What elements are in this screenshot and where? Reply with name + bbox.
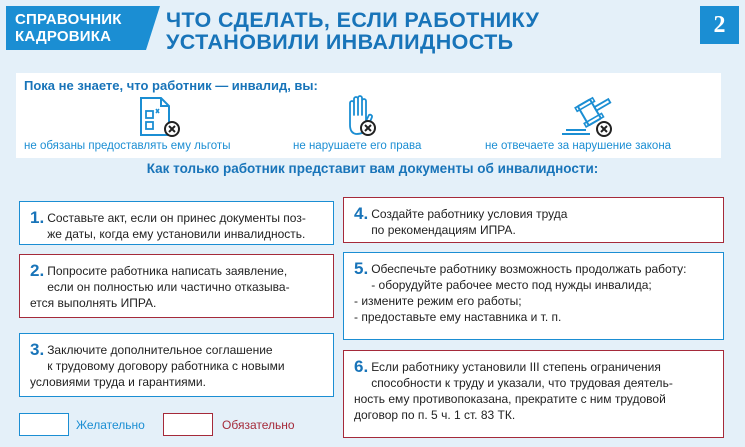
step-number: 4. (354, 204, 369, 223)
gavel-cross-icon (560, 96, 616, 140)
step-text: Создайте работнику условия труда по рекомендациям ИПРА. (371, 207, 568, 237)
legend-mandatory-swatch (163, 413, 213, 436)
document-cross-icon (137, 95, 183, 141)
badge-line-1: СПРАВОЧНИК (15, 11, 122, 28)
step-3 (19, 333, 334, 397)
step-text: Если работнику установили III степень ограничения способности к труду и указали, что трудовая деятель- ность ему противопоказана, прекратите с ним трудовой договор по п. 5 ч. 1 ст. 83 ТК. (354, 360, 673, 422)
step-text: Попросите работника написать заявление, если он полностью или частично отказыва- ется выполнять ИПРА. (30, 264, 290, 310)
badge-notch (146, 6, 160, 50)
step-number: 5. (354, 259, 369, 278)
section-subheading: Как только работник представит вам документы об инвалидности: (146, 161, 599, 176)
rubric-badge (6, 6, 146, 50)
info-item-benefits: не обязаны предоставлять ему льготы (24, 140, 231, 152)
step-text: Составьте акт, если он принес документы поз- же даты, когда ему установили инвалидность. (47, 211, 306, 241)
step-6 (343, 350, 724, 438)
step-number: 6. (354, 357, 369, 376)
legend-mandatory-label: Обязательно (222, 418, 295, 432)
step-2 (19, 254, 334, 318)
step-number: 2. (30, 261, 45, 280)
legend-desirable-swatch (19, 413, 69, 436)
step-number: 1. (30, 208, 45, 227)
info-item-liability: не отвечаете за нарушение закона (485, 140, 672, 152)
step-number: 3. (30, 340, 45, 359)
title-line-2: УСТАНОВИЛИ ИНВАЛИДНОСТЬ (166, 30, 514, 54)
step-1 (19, 201, 334, 245)
page-title (166, 9, 539, 53)
title-line-1: ЧТО СДЕЛАТЬ, ЕСЛИ РАБОТНИКУ (166, 8, 540, 32)
step-text: Обеспечьте работнику возможность продолжать работу: - оборудуйте рабочее место под нужды инвалида; - измените режим его работы; - предоставьте ему наставника и т. п. (354, 262, 687, 324)
badge-line-2: КАДРОВИКА (15, 28, 112, 45)
step-text: Заключите дополнительное соглашение к трудовому договору работника с новыми условиями труда и гарантиями. (30, 343, 285, 389)
info-item-rights: не нарушаете его права (293, 140, 422, 152)
step-5 (343, 252, 724, 340)
step-4 (343, 197, 724, 243)
legend-desirable-label: Желательно (76, 418, 145, 432)
page-number: 2 (700, 6, 739, 44)
hand-cross-icon (342, 93, 382, 139)
info-heading: Пока не знаете, что работник — инвалид, вы: (24, 78, 318, 93)
